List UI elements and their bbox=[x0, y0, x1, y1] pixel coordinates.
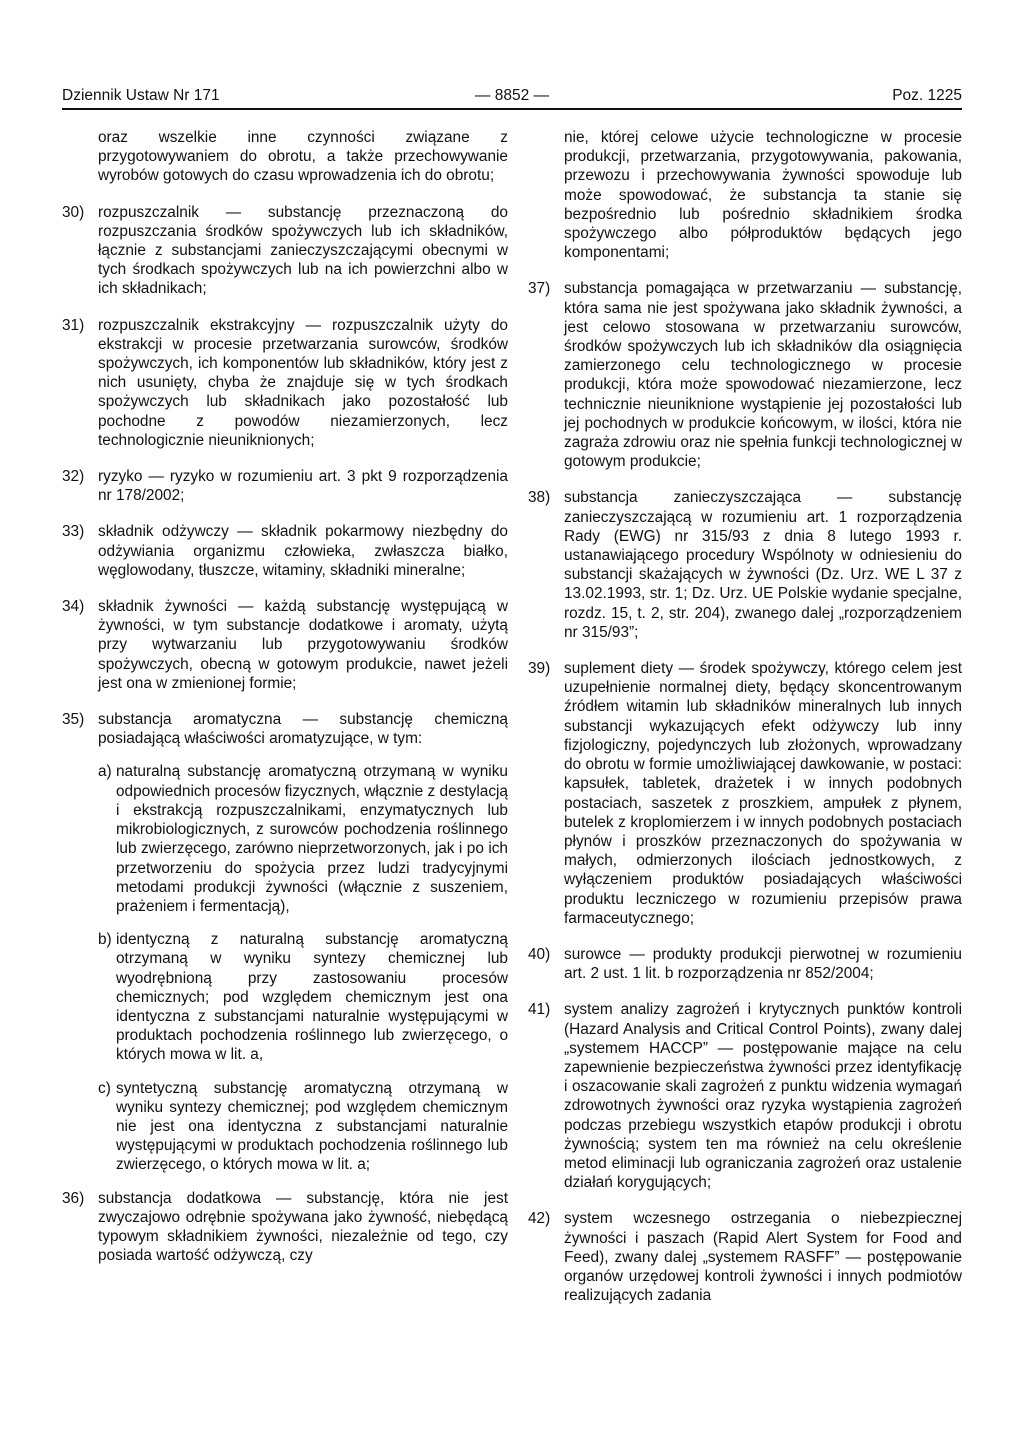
item-text: rozpuszczalnik — substancję przeznaczoną do rozpuszczania środków spożywczych lub ich składników, łącznie z substancjami zanieczyszczającymi obecnymi w tych środkach spożywczych lub na ich powierzchni albo w ich składnikach; bbox=[98, 203, 508, 298]
definition-item bbox=[62, 203, 508, 299]
item-text: substancja dodatkowa — substancję, która nie jest zwyczajowo odrębnie spożywana jako żywność, niebędącą typowym składnikiem żywności, niezależnie od tego, czy posiada wartość odżywczą, czy bbox=[98, 1189, 508, 1265]
definition-item bbox=[528, 1000, 962, 1192]
item-number: 41) bbox=[528, 1001, 551, 1019]
sub-item-text: syntetyczną substancję aromatyczną otrzymaną w wyniku syntezy chemicznej; pod względem chemicznym nie jest ona identyczna z substancjami naturalnie występującymi w produktach pochodzenia roślinnego lub zwierzęcego, o których mowa w lit. a; bbox=[116, 1079, 508, 1174]
item-text: ryzyko — ryzyko w rozumieniu art. 3 pkt 9 rozporządzenia nr 178/2002; bbox=[98, 468, 508, 505]
definition-item bbox=[528, 659, 962, 928]
item-text: rozpuszczalnik ekstrakcyjny — rozpuszczalnik użyty do ekstrakcji w procesie przetwarzania surowców, środków spożywczych, ich komponentów lub składników, który jest z nich usunięty, chyba że znajduje się w tych środkach spożywczych lub składnikach jako pozostałość lub pochodne z powodów niezamierzonych, lecz technologicznie nieuniknionych; bbox=[98, 316, 508, 449]
right-column bbox=[528, 128, 962, 1305]
item-text: surowce — produkty produkcji pierwotnej w rozumieniu art. 2 ust. 1 lit. b rozporządzenia nr 852/2004; bbox=[564, 945, 962, 983]
definition-item bbox=[62, 522, 508, 580]
sub-item bbox=[62, 930, 508, 1064]
item-text: substancja aromatyczna — substancję chemiczną posiadającą właściwości aromatyzujące, w tym: bbox=[98, 711, 508, 748]
definition-item bbox=[528, 1209, 962, 1305]
definition-item bbox=[62, 597, 508, 693]
definition-item bbox=[62, 710, 508, 748]
sub-item-letter: a) bbox=[98, 763, 112, 781]
definition-item bbox=[62, 316, 508, 450]
position-number: Poz. 1225 bbox=[892, 87, 962, 104]
item-number: 40) bbox=[528, 945, 551, 963]
sub-item bbox=[62, 1079, 508, 1175]
continued-paragraph: oraz wszelkie inne czynności związane z przygotowywaniem do obrotu, a także przechowywanie wyrobów gotowych do czasu wprowadzenia ich do obrotu; bbox=[98, 129, 508, 185]
item-text: system wczesnego ostrzegania o niebezpiecznej żywności i paszach (Rapid Alert System for Food and Feed), zwany dalej „systemem RASFF” — postępowanie organów urzędowej kontroli żywności i innych podmiotów realizujących zadania bbox=[564, 1210, 962, 1305]
item-number: 39) bbox=[528, 660, 551, 678]
item-number: 38) bbox=[528, 489, 551, 507]
continued-paragraph: nie, której celowe użycie technologiczne w procesie produkcji, przetwarzania, przygotowywania, pakowania, przewozu i przechowywania żywności spowoduje lub może spowodować, że substancja ta stanie się bezpośrednio lub pośrednio składnikiem środka spożywczego albo półproduktów będących jego komponentami; bbox=[564, 129, 962, 262]
page-number: — 8852 — bbox=[474, 87, 550, 104]
item-number: 30) bbox=[62, 203, 85, 221]
item-number: 36) bbox=[62, 1189, 85, 1207]
page-header bbox=[62, 86, 962, 108]
item-text: system analizy zagrożeń i krytycznych punktów kontroli (Hazard Analysis and Critical Control Points), zwany dalej „systemem HACCP” — postępowanie mające na celu zapewnienie bezpieczeństwa żywności przez identyfikację i oszacowanie skali zagrożeń z punktu widzenia wymagań zdrowotnych żywności oraz ryzyka wystąpienia zagrożeń podczas przebiegu wszystkich etapów produkcji i obrotu żywnością; system ten ma również na celu określenie metod eliminacji lub ograniczania zagrożeń oraz ustalenie działań korygujących; bbox=[564, 1001, 962, 1192]
item-text: składnik odżywczy — składnik pokarmowy niezbędny do odżywiania organizmu człowieka, zwłaszcza białko, węglowodany, tłuszcze, witaminy, składniki mineralne; bbox=[98, 523, 508, 579]
item-text: suplement diety — środek spożywczy, którego celem jest uzupełnienie normalnej diety, będący skoncentrowanym źródłem witamin lub składników mineralnych lub innych substancji wykazujących efekt odżywczy lub inny fizjologiczny, pojedynczych lub złożonych, wprowadzany do obrotu w formie umożliwiającej dawkowanie, w postaci: kapsułek, tabletek, drażetek i w innych podobnych postaciach, saszetek z proszkiem, ampułek z płynem, butelek z kroplomierzem i w innych podobnych postaciach płynów i proszków przeznaczonych do spożywania w małych, odmierzonych ilościach jednostkowych, z wyłączeniem produktów posiadających właściwości produktu leczniczego w rozumieniu przepisów prawa farmaceutycznego; bbox=[564, 660, 962, 927]
item-number: 31) bbox=[62, 316, 85, 334]
header-rule bbox=[62, 108, 962, 110]
sub-item-letter: c) bbox=[98, 1079, 111, 1097]
sub-item bbox=[62, 762, 508, 916]
definition-item bbox=[62, 1189, 508, 1266]
sub-item-text: naturalną substancję aromatyczną otrzymaną w wyniku odpowiednich procesów fizycznych, włącznie z destylacją i ekstrakcją rozpuszczalnikami, enzymatycznych lub mikrobiologicznych, z surowców pochodzenia roślinnego lub zwierzęcego, zarówno nieprzetworzonych, jak i po ich przetworzeniu do spożycia przez ludzi tradycyjnymi metodami produkcji żywności (włącznie z suszeniem, prażeniem i fermentacją), bbox=[116, 763, 508, 915]
item-number: 32) bbox=[62, 468, 85, 486]
definition-item bbox=[528, 279, 962, 471]
left-column bbox=[62, 128, 508, 1265]
item-number: 33) bbox=[62, 523, 85, 541]
sub-item-text: identyczną z naturalną substancję aromatyczną otrzymaną w wyniku syntezy chemicznej lub wyodrębnioną przy zastosowaniu procesów chemicznych; pod względem chemicznym jest ona identyczna z substancjami naturalnie występującymi w produktach pochodzenia roślinnego lub zwierzęcego, o których mowa w lit. a, bbox=[116, 931, 508, 1064]
item-number: 35) bbox=[62, 711, 85, 729]
definition-item bbox=[62, 467, 508, 505]
item-text: składnik żywności — każdą substancję występującą w żywności, w tym substancje dodatkowe i aromaty, użytą przy wytwarzaniu lub przygotowywaniu środków spożywczych, obecną w gotowym produkcie, nawet jeżeli jest ona w zmienionej formie; bbox=[98, 598, 508, 692]
sub-item-letter: b) bbox=[98, 931, 112, 949]
definition-item bbox=[528, 488, 962, 642]
item-number: 34) bbox=[62, 598, 85, 616]
item-number: 37) bbox=[528, 280, 551, 298]
item-text: substancja pomagająca w przetwarzaniu — substancję, która sama nie jest spożywana jako składnik żywności, a jest celowo stosowana w przetwarzaniu surowców, środków spożywczych lub ich składników dla osiągnięcia zamierzonego celu technologicznego w procesie produkcji, która może spowodować niezamierzone, lecz technicznie nieuniknione wystąpienie jej pozostałości lub jej pochodnych w produkcie końcowym, w ilości, która nie zagraża zdrowiu oraz nie spełnia funkcji technologicznej w gotowym produkcie; bbox=[564, 280, 962, 471]
item-number: 42) bbox=[528, 1210, 551, 1228]
journal-title: Dziennik Ustaw Nr 171 bbox=[62, 87, 220, 104]
definition-item bbox=[528, 945, 962, 983]
item-text: substancja zanieczyszczająca — substancję zanieczyszczającą w rozumieniu art. 1 rozporządzenia Rady (EWG) nr 315/93 z dnia 8 lutego 1993 r. ustanawiającego procedury Wspólnoty w odniesieniu do substancji skażających w żywności (Dz. Urz. WE L 37 z 13.02.1993, str. 1; Dz. Urz. UE Polskie wydanie specjalne, rozdz. 15, t. 2, str. 204), zwanego dalej „rozporządzeniem nr 315/93”; bbox=[564, 489, 962, 641]
